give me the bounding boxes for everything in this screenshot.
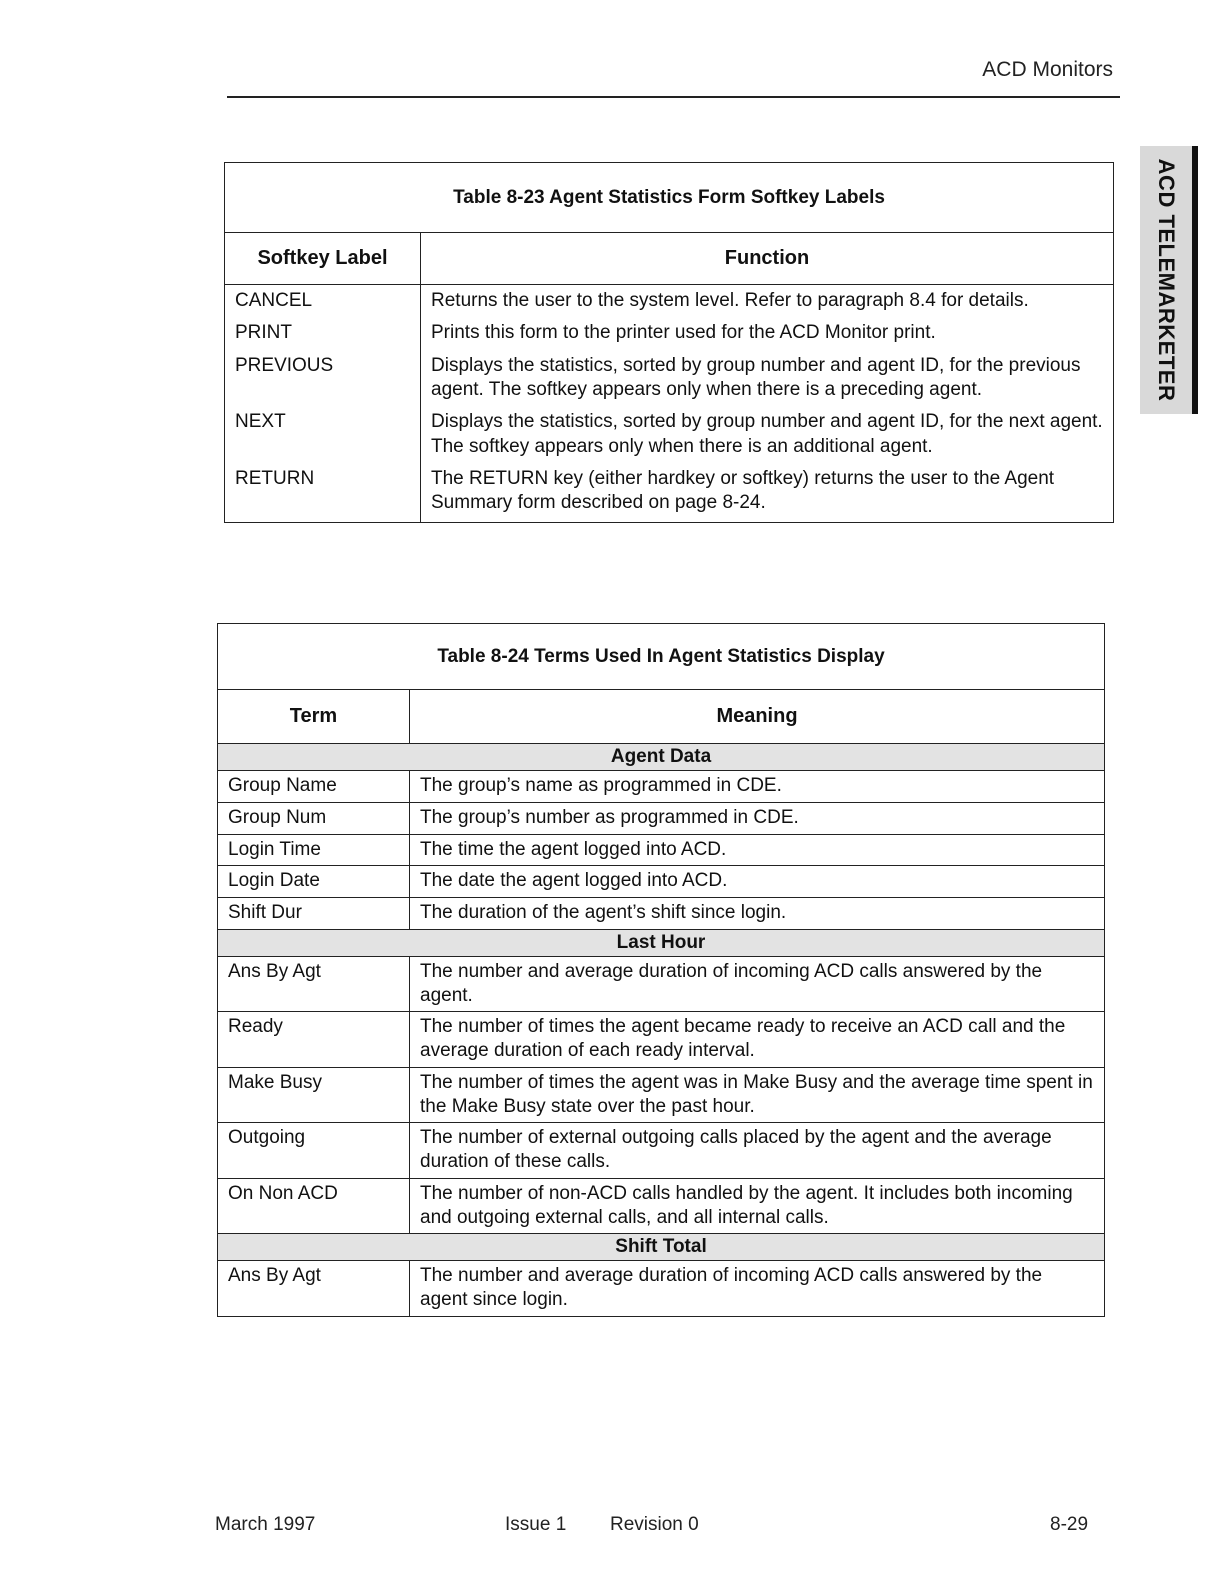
function-cell: Displays the statistics, sorted by group number and agent ID, for the previous agent. The softkey appears only when there is a preceding agent.	[421, 350, 1114, 407]
section-row	[218, 1234, 1105, 1261]
section-heading: Agent Data	[218, 744, 1105, 771]
term-cell: Group Name	[218, 771, 410, 803]
table-caption: Table 8-23 Agent Statistics Form Softkey Labels	[225, 163, 1114, 233]
column-header-softkey-label: Softkey Label	[225, 233, 421, 285]
table-row	[218, 1178, 1105, 1234]
term-cell: Make Busy	[218, 1067, 410, 1123]
table-row	[218, 898, 1105, 930]
section-tab	[1140, 146, 1198, 414]
section-row	[218, 744, 1105, 771]
footer-revision: Revision 0	[610, 1514, 699, 1535]
softkey-label-cell: NEXT	[225, 406, 421, 463]
meaning-cell: The number and average duration of incoming ACD calls answered by the agent since login.	[410, 1261, 1105, 1317]
softkey-label-cell: CANCEL	[225, 285, 421, 318]
table-row	[218, 771, 1105, 803]
section-row	[218, 929, 1105, 956]
column-header-function: Function	[421, 233, 1114, 285]
table-caption: Table 8-24 Terms Used In Agent Statistics Display	[218, 624, 1105, 690]
column-header-meaning: Meaning	[410, 690, 1105, 744]
softkey-label-cell: PRINT	[225, 317, 421, 349]
function-cell: Returns the user to the system level. Refer to paragraph 8.4 for details.	[421, 285, 1114, 318]
table-row	[225, 350, 1114, 407]
term-cell: Shift Dur	[218, 898, 410, 930]
footer-date: March 1997	[215, 1514, 316, 1535]
meaning-cell: The number of external outgoing calls placed by the agent and the average duration of these calls.	[410, 1123, 1105, 1179]
meaning-cell: The number of times the agent became ready to receive an ACD call and the average duration of each ready interval.	[410, 1012, 1105, 1068]
term-cell: Group Num	[218, 802, 410, 834]
table-row	[218, 802, 1105, 834]
function-cell: Prints this form to the printer used for the ACD Monitor print.	[421, 317, 1114, 349]
term-cell: Outgoing	[218, 1123, 410, 1179]
term-cell: Ans By Agt	[218, 1261, 410, 1317]
meaning-cell: The number and average duration of incoming ACD calls answered by the agent.	[410, 956, 1105, 1012]
softkey-label-cell: PREVIOUS	[225, 350, 421, 407]
term-cell: Ans By Agt	[218, 956, 410, 1012]
section-heading: Shift Total	[218, 1234, 1105, 1261]
meaning-cell: The date the agent logged into ACD.	[410, 866, 1105, 898]
table-row	[225, 317, 1114, 349]
table-row	[218, 1261, 1105, 1317]
footer-issue: Issue 1	[505, 1514, 567, 1535]
table-row	[218, 1012, 1105, 1068]
meaning-cell: The group’s name as programmed in CDE.	[410, 771, 1105, 803]
table-row	[218, 1067, 1105, 1123]
table-row	[218, 1123, 1105, 1179]
table-row	[218, 834, 1105, 866]
table-row	[218, 866, 1105, 898]
function-cell: Displays the statistics, sorted by group number and agent ID, for the next agent. The softkey appears only when there is an additional agent.	[421, 406, 1114, 463]
meaning-cell: The number of non-ACD calls handled by the agent. It includes both incoming and outgoing external calls, and all internal calls.	[410, 1178, 1105, 1234]
running-header-title: ACD Monitors	[982, 58, 1113, 81]
term-cell: Login Date	[218, 866, 410, 898]
meaning-cell: The number of times the agent was in Make Busy and the average time spent in the Make Busy state over the past hour.	[410, 1067, 1105, 1123]
meaning-cell: The group’s number as programmed in CDE.	[410, 802, 1105, 834]
term-cell: On Non ACD	[218, 1178, 410, 1234]
term-cell: Login Time	[218, 834, 410, 866]
column-header-term: Term	[218, 690, 410, 744]
header-rule	[227, 96, 1120, 98]
agent-statistics-terms-table	[217, 623, 1105, 1317]
table-row	[225, 285, 1114, 318]
meaning-cell: The duration of the agent’s shift since login.	[410, 898, 1105, 930]
meaning-cell: The time the agent logged into ACD.	[410, 834, 1105, 866]
softkey-label-cell: RETURN	[225, 463, 421, 522]
function-cell: The RETURN key (either hardkey or softkey) returns the user to the Agent Summary form described on page 8-24.	[421, 463, 1114, 522]
section-tab-label: ACD TELEMARKETER	[1154, 158, 1179, 402]
table-row	[218, 956, 1105, 1012]
softkey-labels-table	[224, 162, 1114, 523]
term-cell: Ready	[218, 1012, 410, 1068]
table-row	[225, 406, 1114, 463]
section-heading: Last Hour	[218, 929, 1105, 956]
footer-page-number: 8-29	[1050, 1514, 1089, 1535]
table-row	[225, 463, 1114, 522]
